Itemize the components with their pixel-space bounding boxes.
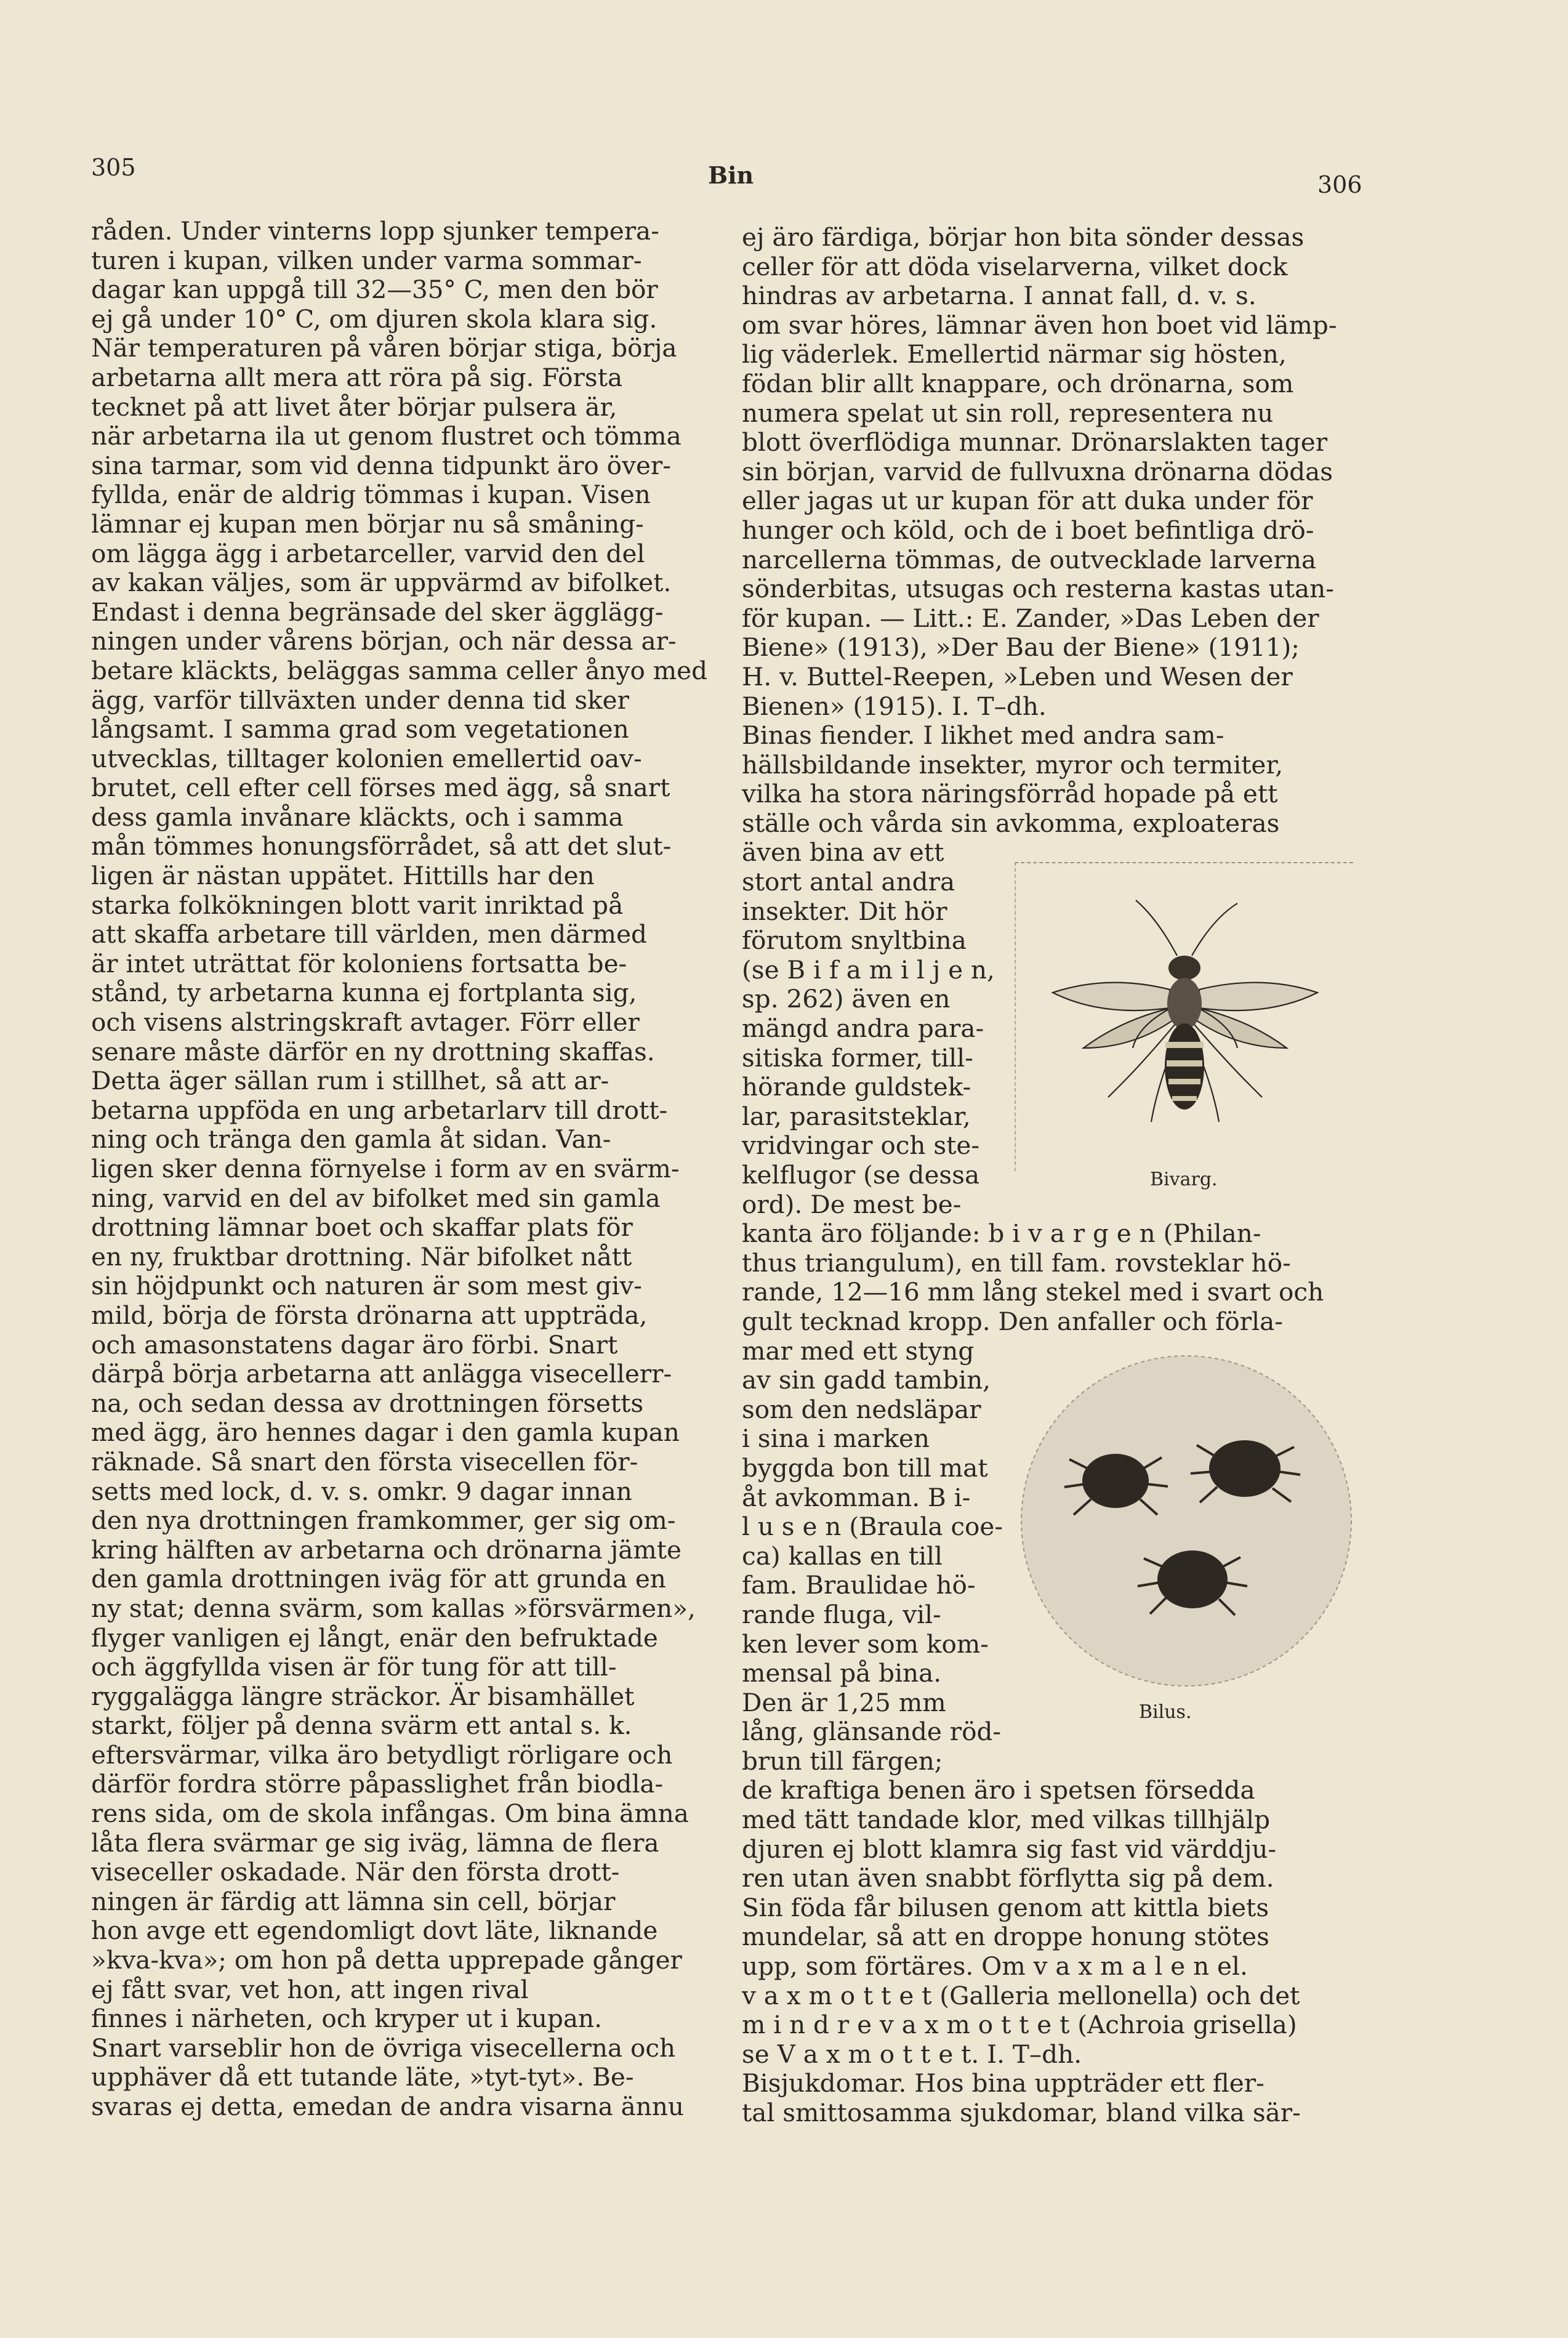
- left-column-line: ning och tränga den gamla åt sidan. Van-: [91, 1124, 611, 1155]
- bee-lice-caption: Bilus.: [1139, 1701, 1192, 1723]
- left-column-line: drottning lämnar boet och skaffar plats för: [91, 1212, 633, 1243]
- right-column-line: vridvingar och ste-: [742, 1131, 980, 1161]
- left-column-line: svaras ej detta, emedan de andra visarna ännu: [91, 2092, 685, 2121]
- left-column-line: fyllda, enär de aldrig tömmas i kupan. Visen: [91, 480, 651, 510]
- right-column-line: v a x m o t t e t (Galleria mellonella) och det: [742, 1980, 1300, 2010]
- right-column-line: thus triangulum), en till fam. rovsteklar hö-: [742, 1248, 1291, 1278]
- right-column-line: stort antal andra: [742, 867, 955, 897]
- left-column-line: ligen sker denna förnyelse i form av en svärm-: [91, 1154, 680, 1183]
- right-column-line: även bina av ett: [742, 837, 944, 868]
- right-column-line: sp. 262) även en: [742, 984, 951, 1014]
- right-column-line: brun till färgen;: [742, 1746, 943, 1776]
- right-column-line: insekter. Dit hör: [742, 896, 947, 926]
- left-column-line: ägg, varför tillväxten under denna tid sker: [91, 685, 629, 715]
- left-column-line: arbetarna allt mera att röra på sig. Första: [91, 362, 623, 392]
- left-column-line: därpå börja arbetarna att anlägga visecellerr-: [91, 1359, 672, 1389]
- page-number-left: 305: [91, 154, 136, 181]
- right-column-line: vilka ha stora näringsförråd hopade på ett: [742, 779, 1278, 809]
- left-column-line: den nya drottningen framkommer, ger sig om-: [91, 1506, 676, 1536]
- left-column-line: och äggfyllda visen är för tung för att till-: [91, 1652, 617, 1682]
- right-column-line: mängd andra para-: [742, 1014, 984, 1044]
- left-column-line: och amasonstatens dagar äro förbi. Snart: [91, 1329, 618, 1360]
- right-column-line: Bienen» (1915). I. T–dh.: [742, 691, 1047, 721]
- left-column-line: räknade. Så snart den första visecellen för-: [91, 1446, 638, 1477]
- right-column-line: Den är 1,25 mm: [742, 1687, 946, 1717]
- right-column-line: kelflugor (se dessa: [742, 1160, 980, 1190]
- right-column-line: de kraftiga benen äro i spetsen försedda: [742, 1775, 1255, 1805]
- right-column-line: lång, glänsande röd-: [742, 1717, 1002, 1747]
- left-column-line: ligen är nästan uppätet. Hittills har den: [91, 861, 595, 891]
- left-column-line: sina tarmar, som vid denna tidpunkt äro över-: [91, 450, 671, 480]
- right-column-line: hällsbildande insekter, myror och termiter,: [742, 749, 1284, 780]
- right-column-line: upp, som förtäres. Om v a x m a l e n el.: [742, 1951, 1248, 1981]
- running-title: Bin: [708, 161, 754, 189]
- right-column-line: ken lever som kom-: [742, 1629, 989, 1659]
- right-column-line: åt avkomman. B i-: [742, 1482, 971, 1512]
- right-column-line: fam. Braulidae hö-: [742, 1570, 976, 1600]
- right-column-text: [742, 223, 1345, 2128]
- right-column-line: med tätt tandade klor, med vilkas tillhjälp: [742, 1805, 1270, 1835]
- left-column-line: starkt, följer på denna svärm ett antal s. k.: [91, 1711, 632, 1741]
- left-column-line: därför fordra större påpasslighet från biodla-: [91, 1769, 664, 1799]
- right-column-line: m i n d r e v a x m o t t e t (Achroia grisella): [742, 2010, 1297, 2040]
- left-column-line: en ny, fruktbar drottning. När bifolket nått: [91, 1241, 632, 1272]
- left-column-line: stånd, ty arbetarna kunna ej fortplanta sig,: [91, 978, 637, 1008]
- right-column-line: för kupan. — Litt.: E. Zander, »Das Leben der: [742, 603, 1319, 633]
- right-column-line: blott överflödiga munnar. Drönarslakten tager: [742, 427, 1328, 458]
- right-column-line: H. v. Buttel-Reepen, »Leben und Wesen der: [742, 661, 1293, 691]
- left-column-line: låta flera svärmar ge sig iväg, lämna de flera: [91, 1828, 659, 1858]
- right-column-line: ren utan även snabbt förflytta sig på dem.: [742, 1863, 1274, 1893]
- page-number-right: 306: [1317, 171, 1362, 198]
- left-column-line: turen i kupan, vilken under varma sommar-: [91, 245, 642, 275]
- right-column-line: lar, parasitsteklar,: [742, 1101, 971, 1131]
- left-column-line: sin höjdpunkt och naturen är som mest giv-: [91, 1271, 642, 1301]
- left-column-line: ningen under vårens början, och när dessa ar-: [91, 626, 677, 656]
- right-column-line: Bisjukdomar. Hos bina uppträder ett fler-: [742, 2068, 1264, 2098]
- right-column-line: mundelar, så att en droppe honung stötes: [742, 1922, 1269, 1952]
- left-column-line: dess gamla invånare kläckts, och i samma: [91, 802, 624, 832]
- left-column-line: hon avge ett egendomligt dovt läte, liknande: [91, 1916, 658, 1946]
- left-column-line: ning, varvid en del av bifolket med sin gamla: [91, 1183, 661, 1213]
- left-column-line: eftersvärmar, vilka äro betydligt rörligare och: [91, 1739, 673, 1770]
- left-column-line: att skaffa arbetare till världen, men därmed: [91, 919, 647, 949]
- right-column-line: ord). De mest be-: [742, 1189, 962, 1219]
- left-column-line: rens sida, om de skola infångas. Om bina ämna: [91, 1799, 689, 1829]
- left-column-line: na, och sedan dessa av drottningen försetts: [91, 1388, 644, 1418]
- right-column-line: förutom snyltbina: [742, 925, 967, 956]
- left-column-line: av kakan väljes, som är uppvärmd av bifolket.: [91, 568, 672, 598]
- wasp-caption: Bivarg.: [1150, 1169, 1218, 1190]
- wasp-illustration: [1015, 862, 1353, 1171]
- bee-lice-illustration: [1017, 1352, 1356, 1690]
- right-column-line: sin början, varvid de fullvuxna drönarna dödas: [742, 456, 1333, 486]
- right-column-line: numera spelat ut sin roll, representera nu: [742, 398, 1274, 428]
- left-column-line: kring hälften av arbetarna och drönarna jämte: [91, 1534, 682, 1565]
- right-column-line: rande fluga, vil-: [742, 1599, 941, 1629]
- right-column-line: mensal på bina.: [742, 1658, 942, 1688]
- left-column-line: Detta äger sällan rum i stillhet, så att ar-: [91, 1066, 609, 1096]
- right-column-line: byggda bon till mat: [742, 1453, 988, 1483]
- right-column-line: ca) kallas en till: [742, 1541, 943, 1571]
- left-column-line: med ägg, äro hennes dagar i den gamla kupan: [91, 1417, 680, 1448]
- right-column-line: mar med ett styng: [742, 1336, 975, 1366]
- left-column-line: Snart varseblir hon de övriga visecellerna och: [91, 2033, 676, 2063]
- right-column-line: djuren ej blott klamra sig fast vid värddju-: [742, 1834, 1277, 1864]
- left-column-line: är intet uträttat för koloniens fortsatta be-: [91, 948, 627, 978]
- right-column-line: eller jagas ut ur kupan för att duka under för: [742, 486, 1313, 516]
- left-column-line: och visens alstringskraft avtager. Förr eller: [91, 1007, 640, 1038]
- left-column-line: När temperaturen på våren börjar stiga, börja: [91, 333, 677, 363]
- right-column-line: i sina i marken: [742, 1424, 930, 1454]
- left-column-line: flyger vanligen ej långt, enär den befruktade: [91, 1622, 658, 1653]
- right-column-line: se V a x m o t t e t. I. T–dh.: [742, 2039, 1082, 2069]
- bee-lice-icon: [1017, 1352, 1356, 1690]
- left-column-line: när arbetarna ila ut genom flustret och tömma: [91, 421, 681, 451]
- left-column-line: ny stat; denna svärm, som kallas »försvärmen»,: [91, 1593, 696, 1623]
- left-column-line: tecknet på att livet åter börjar pulsera är,: [91, 392, 617, 422]
- left-column-line: ej fått svar, vet hon, att ingen rival: [91, 1974, 529, 2004]
- right-column-line: gult tecknad kropp. Den anfaller och förla-: [742, 1306, 1283, 1336]
- left-column-line: långsamt. I samma grad som vegetationen: [91, 714, 629, 744]
- left-column-line: brutet, cell efter cell förses med ägg, så snart: [91, 773, 670, 803]
- left-column-line: mån tömmes honungsförrådet, så att det slut-: [91, 831, 672, 861]
- right-column-line: Binas fiender. I likhet med andra sam-: [742, 720, 1224, 751]
- right-column-line: (se B i f a m i l j e n,: [742, 954, 995, 985]
- left-column-line: betare kläckts, beläggas samma celler ånyo med: [91, 655, 708, 685]
- left-column-line: viseceller oskadade. När den första drott-: [91, 1857, 620, 1887]
- left-column-line: ryggalägga längre sträckor. Är bisamhället: [91, 1681, 635, 1711]
- left-column-line: setts med lock, d. v. s. omkr. 9 dagar innan: [91, 1476, 632, 1506]
- right-column-line: ej äro färdiga, börjar hon bita sönder dessas: [742, 222, 1305, 252]
- right-column-line: födan blir allt knappare, och drönarna, som: [742, 368, 1294, 398]
- left-column-line: Endast i denna begränsade del sker ägglägg-: [91, 597, 664, 627]
- left-column-line: betarna uppföda en ung arbetarlarv till drott-: [91, 1095, 668, 1125]
- right-column-line: lig väderlek. Emellertid närmar sig hösten,: [742, 339, 1287, 369]
- left-column-line: upphäver då ett tutande läte, »tyt-tyt». Be-: [91, 2062, 634, 2092]
- right-column-line: tal smittosamma sjukdomar, bland vilka sär-: [742, 2098, 1301, 2127]
- right-column-line: sitiska former, till-: [742, 1042, 973, 1073]
- right-column-line: kanta äro följande: b i v a r g e n (Philan-: [742, 1219, 1261, 1249]
- right-column-line: ställe och vårda sin avkomma, exploateras: [742, 808, 1280, 838]
- left-column-line: utvecklas, tilltager kolonien emellertid oav-: [91, 743, 642, 773]
- right-column-line: om svar höres, lämnar även hon boet vid lämp-: [742, 310, 1337, 340]
- left-column-line: »kva-kva»; om hon på detta upprepade gånger: [91, 1945, 682, 1975]
- right-column-line: Biene» (1913), »Der Bau der Biene» (1911);: [742, 632, 1300, 663]
- left-column-line: råden. Under vinterns lopp sjunker tempera-: [91, 216, 659, 246]
- right-column-line: hindras av arbetarna. I annat fall, d. v. s.: [742, 281, 1256, 311]
- left-column-line: dagar kan uppgå till 32—35° C, men den bör: [91, 275, 658, 305]
- left-column-line: ningen är färdig att lämna sin cell, börjar: [91, 1886, 616, 1916]
- right-column-line: Sin föda får bilusen genom att kittla biets: [742, 1892, 1269, 1922]
- left-column-line: lämnar ej kupan men börjar nu så småning-: [91, 509, 644, 539]
- left-column-line: den gamla drottningen iväg för att grunda en: [91, 1564, 666, 1594]
- right-column-line: av sin gadd tambin,: [742, 1365, 991, 1395]
- left-column-line: om lägga ägg i arbetarceller, varvid den del: [91, 538, 645, 568]
- left-column-line: ej gå under 10° C, om djuren skola klara sig.: [91, 304, 657, 334]
- right-column-line: sönderbitas, utsugas och resterna kastas utan-: [742, 574, 1334, 604]
- left-column-line: mild, börja de första drönarna att uppträda,: [91, 1300, 648, 1330]
- right-column-line: hörande guldstek-: [742, 1072, 971, 1102]
- left-column-text: [91, 217, 708, 2122]
- right-column-line: rande, 12—16 mm lång stekel med i svart och: [742, 1277, 1324, 1307]
- right-column-line: narcellerna tömmas, de outvecklade larverna: [742, 544, 1317, 574]
- left-column-line: starka folkökningen blott varit inriktad på: [91, 890, 624, 920]
- right-column-line: hunger och köld, och de i boet befintliga drö-: [742, 515, 1314, 545]
- right-column-line: som den nedsläpar: [742, 1394, 981, 1424]
- wasp-icon: [1016, 863, 1353, 1171]
- left-column-line: senare måste därför en ny drottning skaffas.: [91, 1036, 655, 1066]
- right-column-line: l u s e n (Braula coe-: [742, 1512, 1003, 1542]
- right-column-line: celler för att döda viselarverna, vilket dock: [742, 251, 1288, 281]
- left-column-line: finnes i närheten, och kryper ut i kupan.: [91, 2004, 602, 2034]
